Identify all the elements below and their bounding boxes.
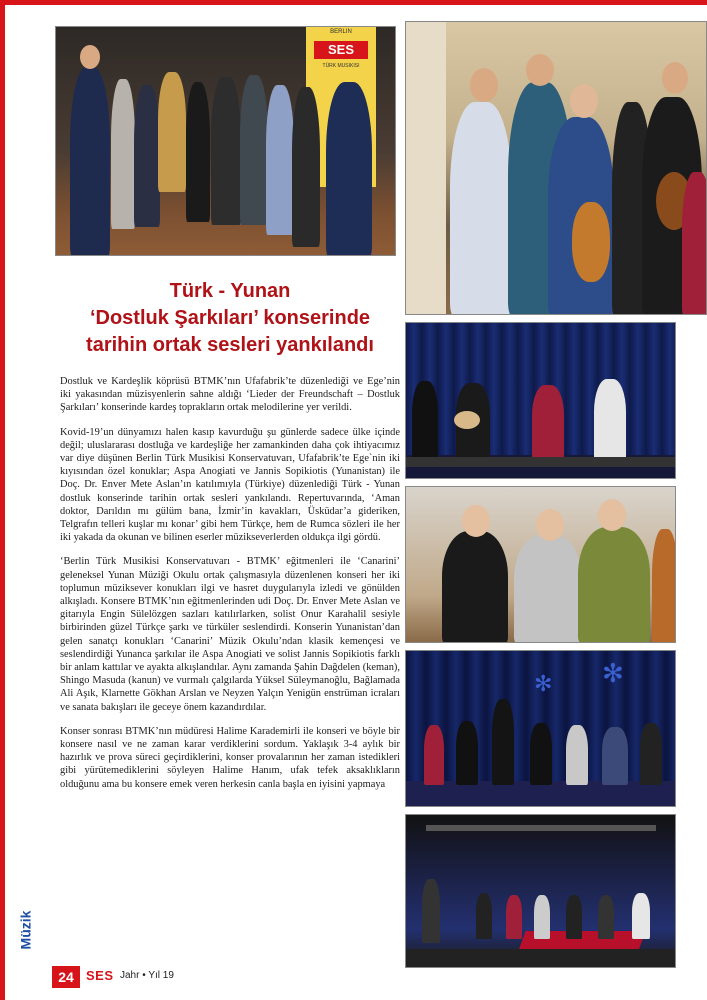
person bbox=[186, 82, 210, 222]
oud bbox=[454, 411, 480, 429]
person bbox=[442, 531, 508, 643]
page-number: 24 bbox=[52, 966, 80, 988]
section-label bbox=[17, 900, 40, 960]
lighting-truss bbox=[426, 825, 656, 831]
paragraph: ‘Berlin Türk Musikisi Konservatuvarı - BTMK’ eğitmenleri ile ‘Canarini’ geleneksel Yunan Müziği Okulu ortak çalışmasıyla düzenlenen konseri her iki toplumun müziksever konukları ilgi ve hasret duygularıyla izledi ve gönülden alkışladı. Konsere BTMK’nın eğitmenlerinden udi Doç. Dr. Enver Mete Aslan ve gitarıyla Engin Sülelözgen sazları katılırlarken, solist Onur Karahalil sesiyle birbirinden güzel Türkçe şarkı ve türküler seslendirdi. Konserin Yunanistan’dan gelen sanatçı konukları ‘Canarini’ Müzik Okulu’ndan klasik kemençesi ve seslendirdiği Yunanca şarkılar ile Aspa Anogiati ve solist Jannis Sopikiotis farklı bir anlam kattılar ve ayakta alkışlandılar. Aynı zamanda Şahin Dağdelen (keman), Shingo Masuda (kanun) ve vurmalı çalgılarda Yüksel Süleymanoğlu, Bağlamada Ali Aşık, Klarnette Gökhan Arslan ve Neyzen Yalçın Yenigün enstrüman icraları ve sanata bakışları ile geceye önem kazandırdılar. bbox=[60, 556, 400, 713]
monitors bbox=[406, 457, 676, 467]
musician bbox=[422, 879, 440, 943]
guitar bbox=[572, 202, 610, 282]
musician bbox=[594, 379, 626, 461]
photo-group-event bbox=[55, 26, 396, 256]
title-line-3: tarihin ortak sesleri yankılandı bbox=[86, 334, 374, 356]
person-head bbox=[662, 62, 688, 94]
top-red-border bbox=[0, 0, 707, 5]
photo-three-women bbox=[405, 486, 676, 643]
photo-concert-hall bbox=[405, 814, 676, 968]
musician bbox=[456, 721, 478, 785]
person bbox=[514, 535, 582, 643]
person bbox=[70, 67, 110, 256]
musician bbox=[640, 723, 662, 785]
musician bbox=[602, 727, 628, 785]
person bbox=[682, 172, 707, 315]
musician bbox=[424, 725, 444, 785]
title-line-2: ‘Dostluk Şarkıları’ konserinde bbox=[89, 307, 371, 329]
person-head bbox=[598, 499, 626, 531]
person bbox=[652, 529, 676, 643]
musician bbox=[506, 895, 522, 939]
person-head bbox=[570, 84, 598, 118]
person bbox=[158, 72, 186, 192]
magazine-logo: SES bbox=[86, 968, 114, 983]
paragraph: Kovid-19’un dünyamızı halen kasıp kavurduğu şu günlerde sadece ülke içinde değil; uluslararası dostluğa ve kardeşliğe her zamankinden daha çok ihtiyacımız var diye düşünen Berlin Türk Musikisi Konservatuvarı, Ufafabrik’te Ege`nin iki kıyısından özel konuklar; Aspa Anogiati ve Jannis Sopikiotis (Yunanistan) ile Doç. Dr. Enver Mete Aslan’ın katılımıyla (Türkiye) düzenlediği Türk - Yunan dostluk konserinde tarihin ortak sesleri yankılandı. Repertuvarında, ‘Aman doktor, Darıldın mı gülüm bana, İzmir’in kavakları, Üsküdar’a gideriken, Telgrafın telleri kuşlar mı konar’ gibi hem Türkçe, hem de Rumca sözleri ile her iki yakada da okunan ve bilinen eserler müzikseverlerden oldukça ilgi gördü. bbox=[60, 426, 400, 544]
curtain bbox=[406, 22, 446, 315]
person bbox=[578, 527, 650, 643]
person bbox=[266, 85, 294, 235]
issue-label: Jahr • Yıl 19 bbox=[120, 970, 174, 981]
musician bbox=[492, 699, 514, 785]
article-title bbox=[60, 278, 400, 359]
person-head bbox=[80, 45, 100, 69]
section-label-text: Müzik bbox=[17, 910, 34, 950]
person bbox=[450, 102, 512, 315]
musician bbox=[532, 385, 564, 461]
musician bbox=[412, 381, 438, 461]
snowflake-decoration-icon: ✻ bbox=[534, 671, 553, 696]
person bbox=[326, 82, 372, 256]
person-head bbox=[526, 54, 554, 86]
photo-musicians-group bbox=[405, 21, 707, 315]
musician bbox=[530, 723, 552, 785]
person bbox=[134, 85, 160, 227]
stage-floor bbox=[406, 949, 676, 968]
article-body bbox=[60, 375, 400, 802]
banner-logo: SES bbox=[314, 41, 368, 59]
person bbox=[111, 79, 135, 229]
person-head bbox=[462, 505, 490, 537]
person bbox=[240, 75, 268, 225]
musician bbox=[598, 895, 614, 939]
person-head bbox=[470, 68, 498, 102]
person-head bbox=[536, 509, 564, 541]
paragraph: Konser sonrası BTMK’nın müdüresi Halime Karademirli ile konseri ve böyle bir konsere nasıl ve ne zaman karar verdiklerini sordum. Yaklaşık 3-4 aylık bir hazırlık ve prova süreci geçirdiklerini, konser provalarının her zaman istedikleri gibi yürütemediklerini söyleyen Halime Hanım, ufak tefek aksaklıkların olduğunu ama bu konsere emek veren herkesin canla başla en iyisini yapmaya bbox=[60, 725, 400, 790]
musician bbox=[632, 893, 650, 939]
banner-text-bottom: TÜRK MUSIKISI bbox=[322, 63, 360, 69]
banner-text-top: BERLIN bbox=[330, 29, 352, 35]
left-red-border bbox=[0, 0, 5, 1000]
photo-stage-wide bbox=[405, 650, 676, 807]
musician bbox=[566, 725, 588, 785]
photo-stage-ensemble bbox=[405, 322, 676, 479]
musician bbox=[566, 895, 582, 939]
musician bbox=[476, 893, 492, 939]
title-line-1: Türk - Yunan bbox=[169, 280, 291, 302]
paragraph: Dostluk ve Kardeşlik köprüsü BTMK’nın Ufafabrik’te düzenlediği ve Ege’nin iki yakasından müzisyenlerin sahne aldığı ‘Lieder der Freundschaft – Dostluk Şarkıları’ konserinde kardeş toprakların ortak melodilerine yer verildi. bbox=[60, 376, 400, 414]
person bbox=[211, 77, 241, 225]
person bbox=[292, 87, 320, 247]
musician bbox=[534, 895, 550, 939]
snowflake-decoration-icon: ✻ bbox=[602, 659, 624, 688]
page-footer bbox=[30, 966, 230, 988]
